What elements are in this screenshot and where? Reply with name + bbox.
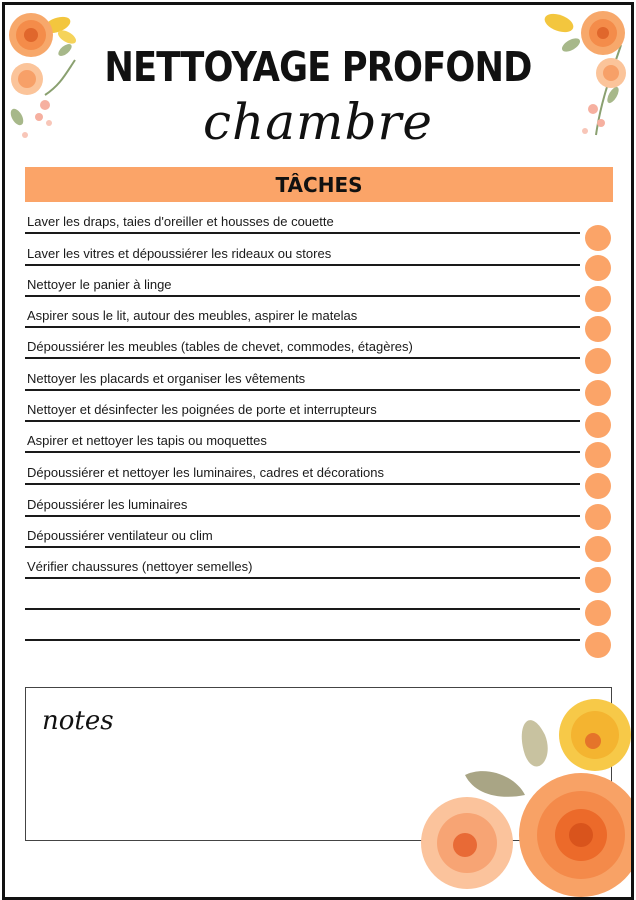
flower-bouquet-bottom-right-icon <box>405 685 631 897</box>
task-checkbox[interactable] <box>585 632 611 658</box>
task-label: Dépoussiérer et nettoyer les luminaires, cadres et décorations <box>27 465 384 480</box>
task-checkbox[interactable] <box>585 316 611 342</box>
task-label: Laver les draps, taies d'oreiller et housses de couette <box>27 214 334 229</box>
notes-title: notes <box>42 706 114 736</box>
task-checkbox[interactable] <box>585 600 611 626</box>
task-row <box>25 522 580 548</box>
task-label: Dépoussiérer les luminaires <box>27 497 188 512</box>
task-row <box>25 240 580 266</box>
task-row <box>25 491 580 517</box>
task-row <box>25 427 580 453</box>
task-row <box>25 396 580 422</box>
task-label: Dépoussiérer les meubles (tables de chevet, commodes, étagères) <box>27 339 413 354</box>
task-label: Nettoyer les placards et organiser les vêtements <box>27 371 306 386</box>
task-row <box>25 615 580 641</box>
task-row <box>25 584 580 610</box>
task-label: Dépoussiérer ventilateur ou clim <box>27 528 213 543</box>
page-title: NETTOYAGE PROFOND <box>104 43 532 91</box>
task-row <box>25 208 580 234</box>
task-label: Nettoyer et désinfecter les poignées de porte et interrupteurs <box>27 402 377 417</box>
task-label: Vérifier chaussures (nettoyer semelles) <box>27 559 253 574</box>
tasks-section-label: TÂCHES <box>275 172 363 197</box>
task-checkbox[interactable] <box>585 442 611 468</box>
task-row <box>25 365 580 391</box>
task-row <box>25 553 580 579</box>
checklist-page <box>2 2 634 900</box>
task-label: Aspirer et nettoyer les tapis ou moquettes <box>27 433 267 448</box>
task-checkbox[interactable] <box>585 255 611 281</box>
task-row <box>25 302 580 328</box>
task-label: Nettoyer le panier à linge <box>27 277 172 292</box>
task-row <box>25 457 580 485</box>
task-label: Laver les vitres et dépoussiérer les rideaux ou stores <box>27 246 332 261</box>
task-checkbox[interactable] <box>585 536 611 562</box>
task-checkbox[interactable] <box>585 567 611 593</box>
task-label: Aspirer sous le lit, autour des meubles, aspirer le matelas <box>27 308 358 323</box>
task-checkbox[interactable] <box>585 473 611 499</box>
task-checkbox[interactable] <box>585 412 611 438</box>
task-checkbox[interactable] <box>585 504 611 530</box>
task-checkbox[interactable] <box>585 286 611 312</box>
page-subtitle: chambre <box>203 93 433 151</box>
task-row <box>25 331 580 359</box>
task-checkbox[interactable] <box>585 380 611 406</box>
task-checkbox[interactable] <box>585 225 611 251</box>
task-row <box>25 271 580 297</box>
tasks-section-header <box>25 167 613 202</box>
task-checkbox[interactable] <box>585 348 611 374</box>
